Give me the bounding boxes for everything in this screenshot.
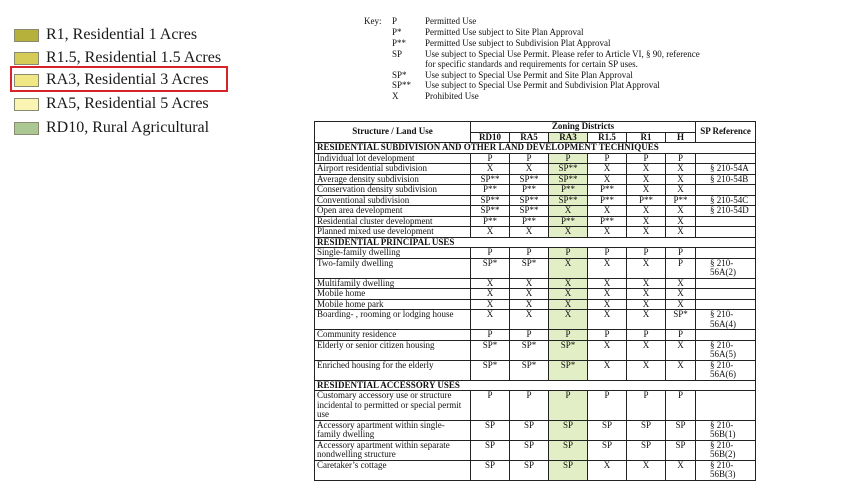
sp-reference-cell: § 210-54B xyxy=(696,174,756,185)
table-row xyxy=(315,460,756,480)
district-cell-r1: X xyxy=(627,227,666,238)
district-cell-ra5: P** xyxy=(510,185,549,196)
district-cell-ra5: P xyxy=(510,153,549,164)
district-cell-ra3: P xyxy=(549,330,588,341)
column-header-ra5: RA5 xyxy=(510,132,549,143)
land-use-cell: Planned mixed use development xyxy=(315,227,471,238)
header-sp-reference: SP Reference xyxy=(696,122,756,143)
district-cell-ra3: SP* xyxy=(549,360,588,380)
key-desc: Prohibited Use xyxy=(425,91,479,101)
district-cell-ra5: SP xyxy=(510,440,549,460)
district-cell-ra5: SP* xyxy=(510,258,549,278)
section-header-row xyxy=(315,380,756,391)
district-cell-rd10: SP* xyxy=(471,360,510,380)
district-cell-r1: X xyxy=(627,460,666,480)
district-cell-r1: P** xyxy=(627,195,666,206)
table-row xyxy=(315,174,756,185)
legend-item-rd10 xyxy=(0,117,240,139)
table-row xyxy=(315,153,756,164)
district-cell-rd10: P xyxy=(471,391,510,421)
column-header-rd10: RD10 xyxy=(471,132,510,143)
district-cell-r1: X xyxy=(627,185,666,196)
district-cell-r1-5: X xyxy=(588,360,627,380)
district-cell-rd10: P xyxy=(471,248,510,259)
district-cell-h: X xyxy=(666,340,696,360)
district-cell-ra3: SP xyxy=(549,460,588,480)
sp-reference-cell xyxy=(696,391,756,421)
district-cell-ra5: P** xyxy=(510,216,549,227)
header-structure-land-use: Structure / Land Use xyxy=(315,122,471,143)
district-cell-r1-5: X xyxy=(588,278,627,289)
district-cell-r1: X xyxy=(627,164,666,175)
key-desc: Use subject to Special Use Permit. Please refer to Article VI, § 90, reference xyxy=(425,49,700,59)
district-cell-ra3: P xyxy=(549,248,588,259)
key-row xyxy=(392,80,732,91)
district-cell-h: X xyxy=(666,216,696,227)
sp-reference-cell: § 210-56A(4) xyxy=(696,310,756,330)
district-cell-rd10: SP xyxy=(471,440,510,460)
district-cell-rd10: SP* xyxy=(471,258,510,278)
table-row xyxy=(315,195,756,206)
legend-label-ra3: RA3, Residential 3 Acres xyxy=(46,71,209,88)
table-row xyxy=(315,278,756,289)
district-cell-rd10: P** xyxy=(471,216,510,227)
district-cell-ra5: SP** xyxy=(510,206,549,217)
section-header-row xyxy=(315,143,756,154)
district-cell-ra3: X xyxy=(549,258,588,278)
district-cell-r1-5: P xyxy=(588,330,627,341)
sp-reference-cell xyxy=(696,227,756,238)
table-row xyxy=(315,289,756,300)
district-cell-r1-5: SP xyxy=(588,440,627,460)
key-row xyxy=(392,16,732,27)
district-cell-r1: P xyxy=(627,248,666,259)
land-use-cell: Accessory apartment within separate nondwelling structure xyxy=(315,440,471,460)
district-cell-ra3: SP xyxy=(549,420,588,440)
district-cell-ra5: SP** xyxy=(510,174,549,185)
key-desc: Use subject to Special Use Permit and Site Plan Approval xyxy=(425,70,633,80)
district-cell-h: SP xyxy=(666,420,696,440)
district-cell-r1-5: X xyxy=(588,299,627,310)
district-cell-ra5: P xyxy=(510,330,549,341)
district-cell-rd10: X xyxy=(471,310,510,330)
district-cell-ra5: X xyxy=(510,310,549,330)
district-cell-rd10: X xyxy=(471,278,510,289)
column-header-r1: R1 xyxy=(627,132,666,143)
table-row xyxy=(315,206,756,217)
sp-reference-cell xyxy=(696,299,756,310)
district-cell-r1-5: X xyxy=(588,174,627,185)
district-cell-r1: X xyxy=(627,310,666,330)
district-cell-r1-5: X xyxy=(588,164,627,175)
legend-swatch-rd10 xyxy=(14,122,39,135)
table-row xyxy=(315,391,756,421)
district-cell-ra5: X xyxy=(510,299,549,310)
district-cell-h: P xyxy=(666,330,696,341)
land-use-cell: Customary accessory use or structure incidental to permitted or special permit use xyxy=(315,391,471,421)
district-cell-ra3: SP** xyxy=(549,174,588,185)
land-use-cell: Accessory apartment within single-family dwelling xyxy=(315,420,471,440)
sp-reference-cell xyxy=(696,278,756,289)
district-cell-ra3: X xyxy=(549,310,588,330)
sp-reference-cell xyxy=(696,216,756,227)
district-cell-ra3: SP** xyxy=(549,195,588,206)
key-desc: for specific standards and requirements for certain SP uses. xyxy=(425,59,638,69)
use-key xyxy=(0,0,849,110)
district-cell-h: P** xyxy=(666,195,696,206)
district-cell-r1: P xyxy=(627,153,666,164)
land-use-cell: Two-family dwelling xyxy=(315,258,471,278)
section-title: RESIDENTIAL SUBDIVISION AND OTHER LAND DEVELOPMENT TECHNIQUES xyxy=(315,143,756,154)
table-row xyxy=(315,227,756,238)
district-cell-h: X xyxy=(666,185,696,196)
district-cell-rd10: X xyxy=(471,227,510,238)
district-cell-r1-5: X xyxy=(588,289,627,300)
sp-reference-cell: § 210-56B(3) xyxy=(696,460,756,480)
key-desc: Permitted Use xyxy=(425,16,477,26)
district-cell-rd10: P** xyxy=(471,185,510,196)
table-row xyxy=(315,440,756,460)
district-cell-h: X xyxy=(666,206,696,217)
district-cell-ra3: P** xyxy=(549,185,588,196)
district-cell-ra5: X xyxy=(510,227,549,238)
sp-reference-cell: § 210-54C xyxy=(696,195,756,206)
table-row xyxy=(315,216,756,227)
land-use-cell: Mobile home xyxy=(315,289,471,300)
column-header-ra3: RA3 xyxy=(549,132,588,143)
column-header-h: H xyxy=(666,132,696,143)
district-cell-rd10: X xyxy=(471,289,510,300)
key-code: X xyxy=(392,91,399,101)
land-use-cell: Conservation density subdivision xyxy=(315,185,471,196)
district-cell-ra3: SP* xyxy=(549,340,588,360)
legend-label-rd10: RD10, Rural Agricultural xyxy=(46,119,210,136)
district-cell-ra5: SP xyxy=(510,460,549,480)
table-body xyxy=(315,143,756,481)
district-cell-h: X xyxy=(666,289,696,300)
table-header-row xyxy=(315,122,756,133)
sp-reference-cell: § 210-56A(2) xyxy=(696,258,756,278)
key-code: P** xyxy=(392,38,407,48)
district-cell-r1: X xyxy=(627,174,666,185)
district-cell-rd10: X xyxy=(471,299,510,310)
district-cell-r1: P xyxy=(627,330,666,341)
district-cell-r1-5: P xyxy=(588,391,627,421)
key-code: P xyxy=(392,16,398,26)
district-cell-r1-5: X xyxy=(588,258,627,278)
section-title: RESIDENTIAL PRINCIPAL USES xyxy=(315,237,756,248)
key-desc: Permitted Use subject to Site Plan Approval xyxy=(425,27,584,37)
district-cell-h: P xyxy=(666,391,696,421)
district-cell-h: X xyxy=(666,360,696,380)
district-cell-r1-5: P** xyxy=(588,185,627,196)
district-cell-ra3: SP** xyxy=(549,164,588,175)
zoning-use-table xyxy=(314,121,756,481)
district-cell-r1: X xyxy=(627,278,666,289)
key-row xyxy=(392,70,732,81)
district-cell-ra5: X xyxy=(510,278,549,289)
land-use-cell: Community residence xyxy=(315,330,471,341)
district-cell-ra5: P xyxy=(510,248,549,259)
district-cell-h: P xyxy=(666,258,696,278)
sp-reference-cell: § 210-56B(1) xyxy=(696,420,756,440)
district-cell-r1-5: P** xyxy=(588,195,627,206)
district-cell-r1-5: X xyxy=(588,460,627,480)
legend-label-ra5: RA5, Residential 5 Acres xyxy=(46,95,209,112)
key-desc: Permitted Use subject to Subdivision Plat Approval xyxy=(425,38,611,48)
district-cell-ra3: X xyxy=(549,278,588,289)
district-cell-r1-5: X xyxy=(588,340,627,360)
district-cell-r1: SP xyxy=(627,440,666,460)
sp-reference-cell: § 210-56B(2) xyxy=(696,440,756,460)
district-cell-rd10: SP** xyxy=(471,206,510,217)
legend-label-r1-5: R1.5, Residential 1.5 Acres xyxy=(46,49,222,66)
district-cell-h: X xyxy=(666,460,696,480)
district-cell-ra5: SP* xyxy=(510,340,549,360)
district-cell-ra3: X xyxy=(549,206,588,217)
sp-reference-cell: § 210-54D xyxy=(696,206,756,217)
section-header-row xyxy=(315,237,756,248)
sp-reference-cell xyxy=(696,330,756,341)
district-cell-r1-5: P xyxy=(588,153,627,164)
sp-reference-cell xyxy=(696,185,756,196)
key-row xyxy=(392,59,732,70)
table-row xyxy=(315,164,756,175)
table-row xyxy=(315,310,756,330)
district-cell-ra5: P xyxy=(510,391,549,421)
district-cell-r1-5: P xyxy=(588,248,627,259)
district-cell-rd10: SP** xyxy=(471,174,510,185)
key-title: Key: xyxy=(364,16,382,26)
district-cell-ra3: P** xyxy=(549,216,588,227)
key-code: SP* xyxy=(392,70,407,80)
district-cell-rd10: SP** xyxy=(471,195,510,206)
district-cell-r1-5: X xyxy=(588,206,627,217)
land-use-cell: Boarding- , rooming or lodging house xyxy=(315,310,471,330)
district-cell-h: X xyxy=(666,174,696,185)
district-cell-h: P xyxy=(666,153,696,164)
sp-reference-cell: § 210-56A(6) xyxy=(696,360,756,380)
district-cell-ra3: X xyxy=(549,227,588,238)
district-cell-h: SP* xyxy=(666,310,696,330)
table-row xyxy=(315,258,756,278)
district-cell-r1: X xyxy=(627,206,666,217)
district-cell-ra5: X xyxy=(510,289,549,300)
district-cell-rd10: X xyxy=(471,164,510,175)
district-cell-rd10: P xyxy=(471,330,510,341)
land-use-cell: Average density subdivision xyxy=(315,174,471,185)
district-cell-r1: X xyxy=(627,289,666,300)
district-cell-ra5: SP** xyxy=(510,195,549,206)
key-code: P* xyxy=(392,27,402,37)
sp-reference-cell xyxy=(696,248,756,259)
district-cell-r1-5: P** xyxy=(588,216,627,227)
table-row xyxy=(315,340,756,360)
district-cell-ra3: P xyxy=(549,391,588,421)
district-cell-ra3: P xyxy=(549,153,588,164)
district-cell-r1: P xyxy=(627,391,666,421)
key-row xyxy=(392,38,732,49)
district-cell-rd10: SP* xyxy=(471,340,510,360)
district-cell-r1-5: X xyxy=(588,227,627,238)
district-cell-r1: X xyxy=(627,216,666,227)
district-cell-ra3: SP xyxy=(549,440,588,460)
land-use-cell: Multifamily dwelling xyxy=(315,278,471,289)
sp-reference-cell xyxy=(696,289,756,300)
key-code: SP** xyxy=(392,80,412,90)
land-use-cell: Enriched housing for the elderly xyxy=(315,360,471,380)
key-row xyxy=(392,27,732,38)
district-cell-ra5: X xyxy=(510,164,549,175)
table-row xyxy=(315,360,756,380)
header-zoning-districts: Zoning Districts xyxy=(471,122,696,133)
table-row xyxy=(315,420,756,440)
land-use-cell: Elderly or senior citizen housing xyxy=(315,340,471,360)
key-code: SP xyxy=(392,49,403,59)
table-row xyxy=(315,185,756,196)
land-use-cell: Individual lot development xyxy=(315,153,471,164)
land-use-cell: Residential cluster development xyxy=(315,216,471,227)
district-cell-h: X xyxy=(666,299,696,310)
key-row xyxy=(392,49,732,60)
land-use-cell: Caretaker’s cottage xyxy=(315,460,471,480)
land-use-cell: Conventional subdivision xyxy=(315,195,471,206)
legend-label-r1: R1, Residential 1 Acres xyxy=(46,26,198,43)
column-header-r1-5: R1.5 xyxy=(588,132,627,143)
district-cell-rd10: SP xyxy=(471,460,510,480)
table-row xyxy=(315,248,756,259)
sp-reference-cell xyxy=(696,153,756,164)
land-use-cell: Airport residential subdivision xyxy=(315,164,471,175)
land-use-cell: Single-family dwelling xyxy=(315,248,471,259)
district-cell-r1: X xyxy=(627,258,666,278)
land-use-cell: Mobile home park xyxy=(315,299,471,310)
district-cell-r1: X xyxy=(627,299,666,310)
table-row xyxy=(315,330,756,341)
key-desc: Use subject to Special Use Permit and Subdivision Plat Approval xyxy=(425,80,660,90)
district-cell-ra3: X xyxy=(549,299,588,310)
district-cell-r1: SP xyxy=(627,420,666,440)
district-cell-ra3: X xyxy=(549,289,588,300)
key-row xyxy=(392,91,732,102)
district-cell-rd10: P xyxy=(471,153,510,164)
district-cell-h: SP xyxy=(666,440,696,460)
district-cell-h: X xyxy=(666,164,696,175)
district-cell-h: X xyxy=(666,227,696,238)
district-cell-r1: X xyxy=(627,360,666,380)
district-cell-ra5: SP* xyxy=(510,360,549,380)
section-title: RESIDENTIAL ACCESSORY USES xyxy=(315,380,756,391)
district-cell-r1-5: SP xyxy=(588,420,627,440)
district-cell-ra5: SP xyxy=(510,420,549,440)
district-cell-h: P xyxy=(666,248,696,259)
district-cell-rd10: SP xyxy=(471,420,510,440)
district-cell-h: X xyxy=(666,278,696,289)
sp-reference-cell: § 210-54A xyxy=(696,164,756,175)
land-use-cell: Open area development xyxy=(315,206,471,217)
district-cell-r1: X xyxy=(627,340,666,360)
sp-reference-cell: § 210-56A(5) xyxy=(696,340,756,360)
table-row xyxy=(315,299,756,310)
district-cell-r1-5: X xyxy=(588,310,627,330)
